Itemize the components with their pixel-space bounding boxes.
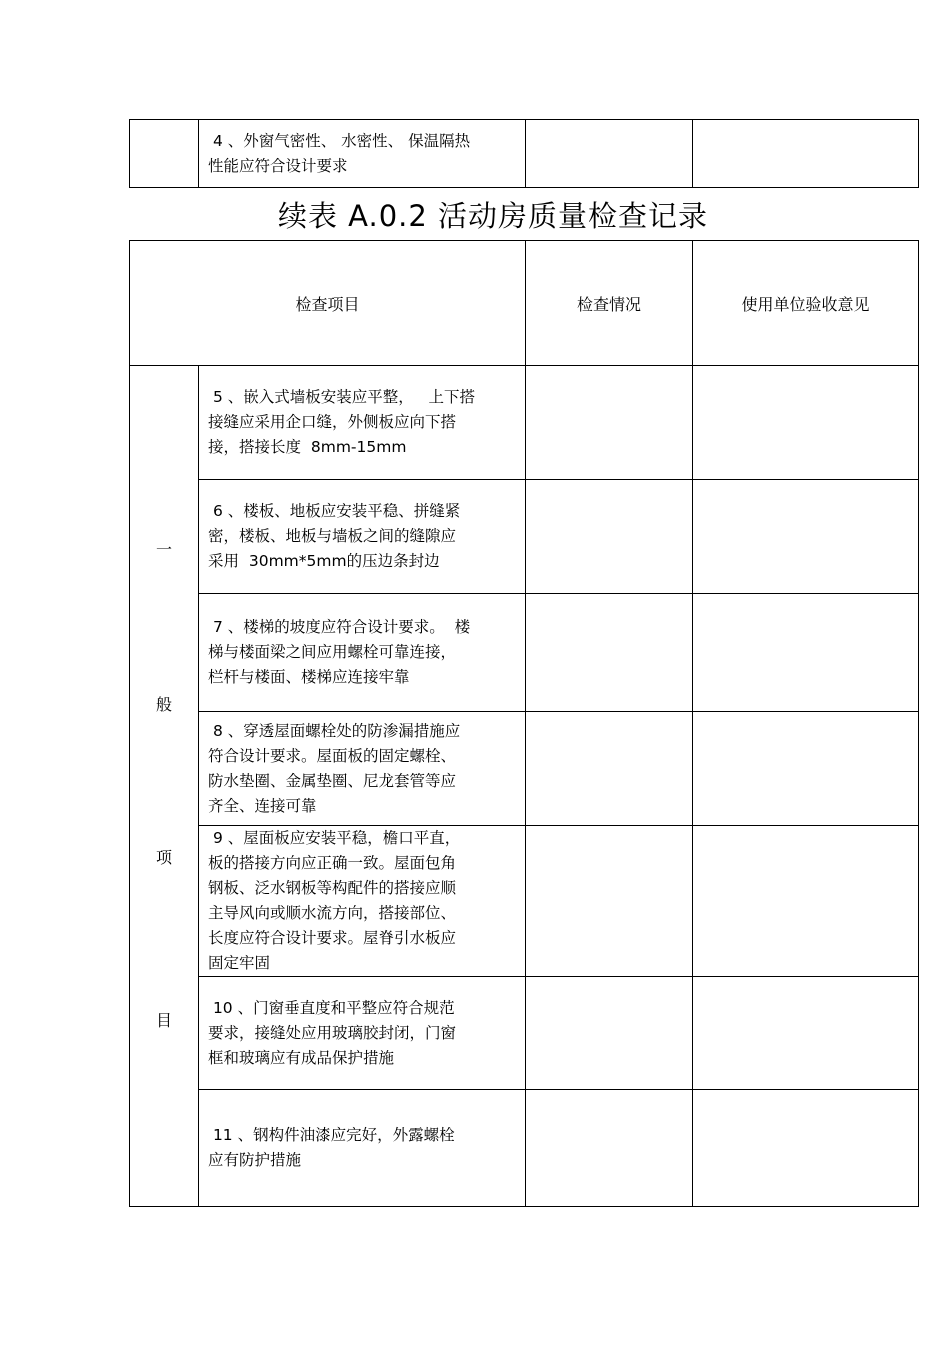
item-text: 4 、外窗气密性、 水密性、 保温隔热 性能应符合设计要求 bbox=[208, 131, 471, 175]
header-opinion: 使用单位验收意见 bbox=[693, 241, 919, 366]
item-text: 11 、钢构件油漆应完好，外露螺栓 应有防护措施 bbox=[208, 1126, 455, 1169]
category-char: 目 bbox=[155, 1011, 172, 1030]
item-text: 8 、穿透屋面螺栓处的防渗漏措施应 符合设计要求。屋面板的固定螺栓、 防水垫圈、金属垫圈、尼龙套管等应 齐全、连接可靠 bbox=[208, 721, 461, 815]
opinion-cell bbox=[693, 977, 919, 1090]
item-cell bbox=[199, 1090, 526, 1207]
result-cell bbox=[526, 594, 693, 712]
result-cell bbox=[526, 1090, 693, 1207]
item-cell bbox=[199, 712, 526, 826]
category-char: 项 bbox=[155, 848, 172, 867]
category-char: 般 bbox=[155, 695, 172, 714]
header-result: 检查情况 bbox=[526, 241, 693, 366]
result-cell bbox=[526, 977, 693, 1090]
table-row bbox=[130, 1090, 919, 1207]
opinion-cell bbox=[693, 1090, 919, 1207]
result-cell bbox=[526, 480, 693, 594]
inspection-table bbox=[129, 240, 919, 1207]
result-cell bbox=[526, 826, 693, 977]
item-text: 6 、楼板、地板应安装平稳、拼缝紧 密，楼板、地板与墙板之间的缝隙应 采用 30mm*5mm的压边条封边 bbox=[208, 502, 461, 570]
item-cell bbox=[199, 977, 526, 1090]
result-cell bbox=[526, 712, 693, 826]
category-char: 一 bbox=[155, 540, 172, 559]
category-cell bbox=[130, 120, 199, 188]
header-row bbox=[130, 241, 919, 366]
result-cell bbox=[526, 366, 693, 480]
table-row bbox=[130, 594, 919, 712]
table-row bbox=[130, 977, 919, 1090]
result-cell bbox=[526, 120, 693, 188]
page-title: 续表 A.0.2 活动房质量检查记录 bbox=[277, 199, 709, 233]
item-text: 10 、门窗垂直度和平整应符合规范 要求，接缝处应用玻璃胶封闭，门窗 框和玻璃应有成品保护措施 bbox=[208, 998, 457, 1067]
item-text: 7 、楼梯的坡度应符合设计要求。 楼 梯与楼面梁之间应用螺栓可靠连接， 栏杆与楼面、楼梯应连接牢靠 bbox=[208, 618, 471, 686]
header-item: 检查项目 bbox=[130, 241, 526, 366]
opinion-cell bbox=[693, 594, 919, 712]
opinion-cell bbox=[693, 366, 919, 480]
opinion-cell bbox=[693, 826, 919, 977]
item-cell bbox=[199, 366, 526, 480]
item-text: 5 、嵌入式墙板安装应平整， 上下搭 接缝应采用企口缝，外侧板应向下搭 接，搭接长度 8mm-15mm bbox=[208, 388, 476, 456]
opinion-cell bbox=[693, 712, 919, 826]
item-cell bbox=[199, 480, 526, 594]
table-row bbox=[130, 712, 919, 826]
table-row bbox=[130, 480, 919, 594]
table-row bbox=[130, 826, 919, 977]
table-row bbox=[130, 120, 919, 188]
category-cell bbox=[130, 366, 199, 1207]
item-cell bbox=[199, 594, 526, 712]
opinion-cell bbox=[693, 120, 919, 188]
opinion-cell bbox=[693, 480, 919, 594]
table-row bbox=[130, 366, 919, 480]
previous-table-fragment bbox=[129, 119, 919, 188]
item-text: 9 、屋面板应安装平稳，檐口平直， 板的搭接方向应正确一致。屋面包角 钢板、泛水钢板等构配件的搭接应顺 主导风向或顺水流方向，搭接部位、 长度应符合设计要求。屋脊引水板应 固定牢固 bbox=[208, 829, 461, 972]
item-cell bbox=[199, 826, 526, 977]
item-cell bbox=[199, 120, 526, 188]
